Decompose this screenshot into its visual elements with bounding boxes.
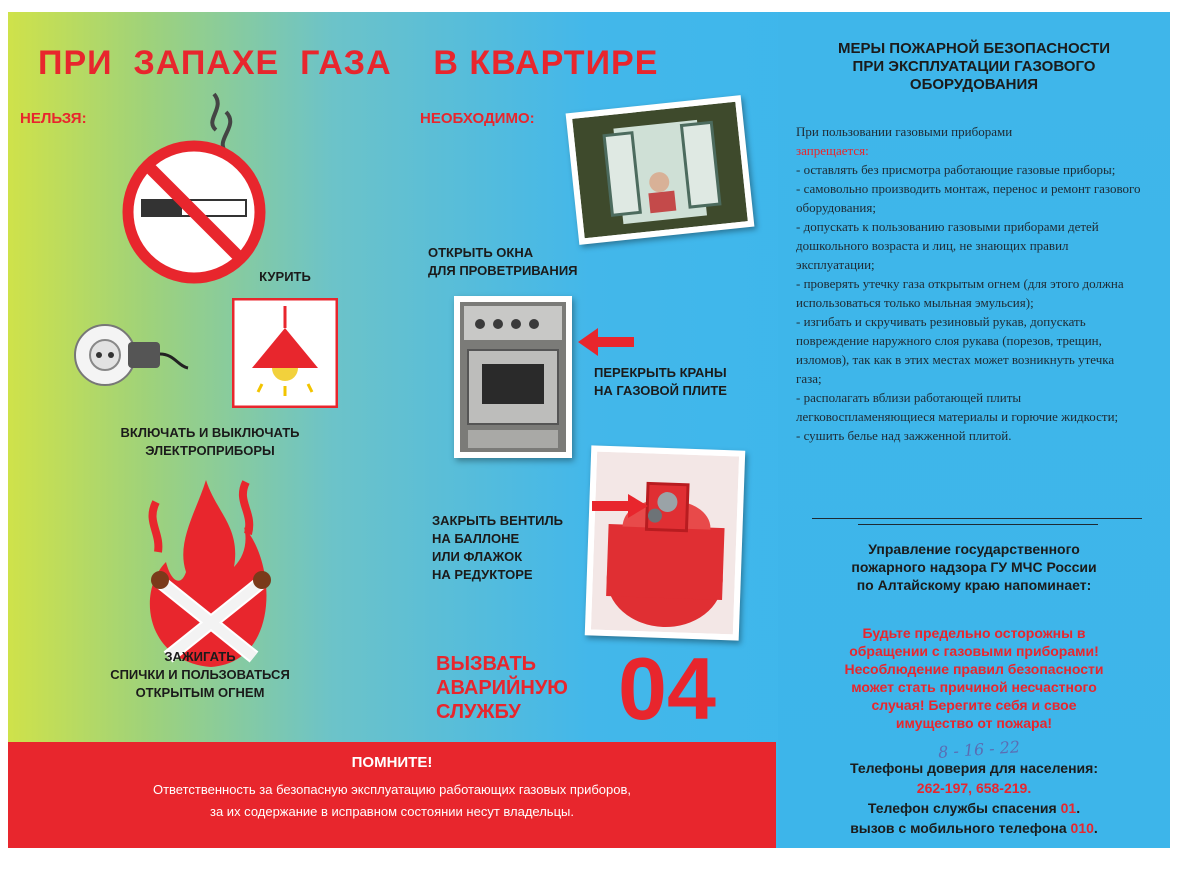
poster xyxy=(8,12,1170,848)
handwritten-date: 8 - 16 - 22 xyxy=(937,737,1021,762)
remember-banner xyxy=(8,742,776,848)
open-window-photo xyxy=(566,95,755,245)
rules-intro: При пользовании газовыми приборами xyxy=(796,124,1013,139)
headline: ПРИ ЗАПАХЕ ГАЗА В КВАРТИРЕ xyxy=(38,44,659,82)
mobile-number: 010 xyxy=(1070,820,1094,836)
hotline-label: Телефоны доверия для населения: xyxy=(850,760,1098,776)
remember-title: ПОМНИТЕ! xyxy=(351,754,433,771)
caption-close-cylinder: ЗАКРЫТЬ ВЕНТИЛЬ НА БАЛЛОНЕ ИЛИ ФЛАЖОК НА РЕДУКТОРЕ xyxy=(432,513,563,582)
caption-smoking: КУРИТЬ xyxy=(259,269,311,284)
gas-stove-photo xyxy=(454,296,572,458)
divider-line xyxy=(858,524,1098,525)
caption-electrical: ВКЛЮЧАТЬ И ВЫКЛЮЧАТЬ ЭЛЕКТРОПРИБОРЫ xyxy=(120,425,300,458)
warning-text: Будьте предельно осторожны в обращении с газовыми приборами! Несоблюдение правил безопасности может стать причиной несчастного случая! Берегите себя и свое имущество от пожара! xyxy=(844,625,1104,731)
divider-line xyxy=(812,518,1142,519)
hotline-numbers: 262-197, 658-219. xyxy=(916,780,1032,796)
remember-text: Ответственность за безопасную эксплуатацию работающих газовых приборов, за их содержание в исправном состоянии несут владельцы. xyxy=(152,782,632,819)
right-panel-title: МЕРЫ ПОЖАРНОЙ БЕЗОПАСНОСТИ ПРИ ЭКСПЛУАТАЦИИ ГАЗОВОГО ОБОРУДОВАНИЯ xyxy=(837,40,1111,93)
rule-item: - самовольно производить монтаж, перенос и ремонт газового оборудования; xyxy=(796,181,1141,215)
required-label: НЕОБХОДИМО: xyxy=(420,110,535,127)
rule-item: - сушить белье над зажженной плитой. xyxy=(796,428,1012,443)
stove-arrow-icon xyxy=(578,328,634,356)
caption-open-fire: ЗАЖИГАТЬ СПИЧКИ И ПОЛЬЗОВАТЬСЯ ОТКРЫТЫМ ОГНЕМ xyxy=(110,649,290,700)
forbidden-label: НЕЛЬЗЯ: xyxy=(20,110,87,127)
no-fire-matches-icon xyxy=(136,472,286,672)
management-note: Управление государственного пожарного надзора ГУ МЧС России по Алтайскому краю напоминает: xyxy=(851,541,1097,593)
rule-item: - проверять утечку газа открытым огнем (для этого должна использоваться только мыльная эмульсия); xyxy=(796,276,1124,310)
no-smoking-icon xyxy=(116,90,276,290)
rule-item: - допускать к пользованию газовыми приборами детей дошкольного возраста и лиц, не знающих правил эксплуатации; xyxy=(796,219,1099,272)
caption-open-windows: ОТКРЫТЬ ОКНА ДЛЯ ПРОВЕТРИВАНИЯ xyxy=(428,245,578,278)
call-emergency-text: ВЫЗВАТЬ АВАРИЙНУЮ СЛУЖБУ xyxy=(436,653,568,723)
rule-item: - оставлять без присмотра работающие газовые приборы; xyxy=(796,162,1116,177)
rescue-line: Телефон службы спасения 01. xyxy=(867,800,1081,816)
caption-close-valves: ПЕРЕКРЫТЬ КРАНЫ НА ГАЗОВОЙ ПЛИТЕ xyxy=(594,365,727,398)
electrical-switch-icon xyxy=(70,320,190,390)
phone-contacts xyxy=(788,758,1160,838)
stove-picture xyxy=(460,302,566,452)
rule-item: - располагать вблизи работающей плиты легковоспламеняющиеся материалы и горючие жидкости; xyxy=(796,390,1119,424)
rules-prohibited-label: запрещается: xyxy=(796,143,869,158)
emergency-number: 04 xyxy=(618,639,716,738)
cylinder-picture xyxy=(591,452,739,635)
lamp-icon xyxy=(232,298,338,408)
gas-cylinder-photo xyxy=(585,445,746,640)
rescue-number: 01 xyxy=(1060,800,1077,816)
mobile-line: вызов с мобильного телефона 010. xyxy=(850,820,1098,836)
window-picture xyxy=(572,102,748,238)
prohibitions-list xyxy=(796,122,1142,445)
rule-item: - изгибать и скручивать резиновый рукав, допускать повреждение наружного слоя рукава (порезов, трещин, изломов), так как в этих местах может возникнуть утечка газа; xyxy=(796,314,1115,386)
cylinder-arrow-icon xyxy=(592,494,648,518)
